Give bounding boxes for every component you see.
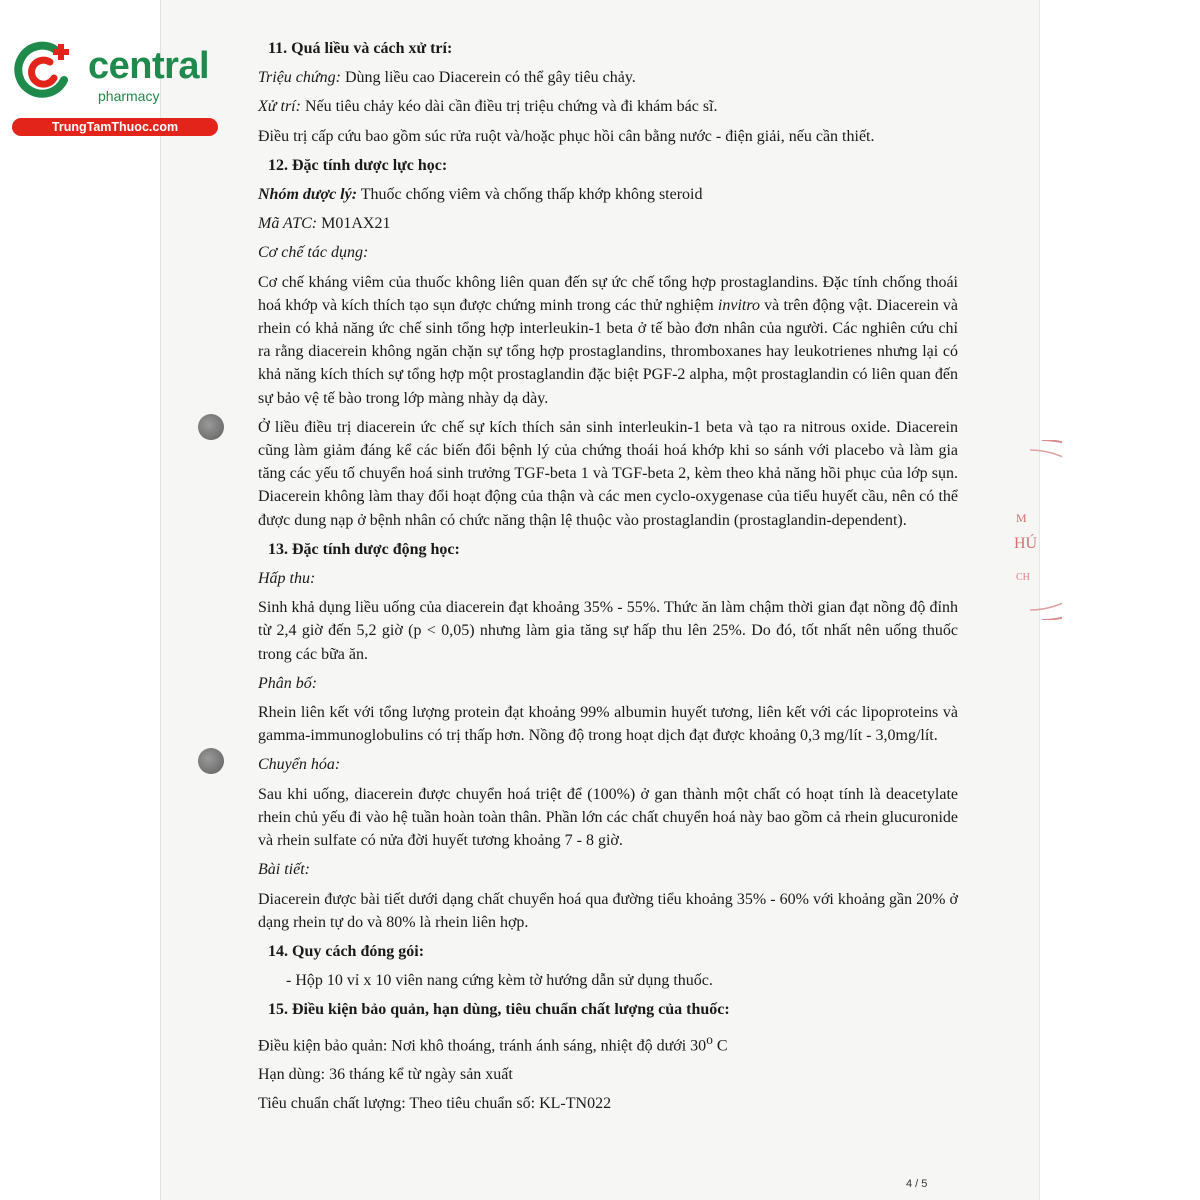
distribution-text: Rhein liên kết với tổng lượng protein đạt khoảng 99% albumin huyết tương, liên kết với các lipoproteins và gamma-immunoglobulins có trị thấp hơn. Nồng độ trong hoạt dịch đạt được khoảng 0,3 mg/lít - 3,0mg/lít. <box>258 704 958 745</box>
section-12-heading: 12. Đặc tính dược lực học: <box>268 156 448 174</box>
metabolism-label: Chuyển hóa: <box>258 756 341 774</box>
atc-code: M01AX21 <box>317 215 391 233</box>
emergency-text: Điều trị cấp cứu bao gồm súc rửa ruột và/hoặc phục hồi cân bằng nước - điện giải, nếu cần thiết. <box>258 127 875 145</box>
logo-sub-name: pharmacy <box>98 88 160 104</box>
section-14-heading: 14. Quy cách đóng gói: <box>268 942 425 960</box>
packaging-item: - Hộp 10 vỉ x 10 viên nang cứng kèm tờ hướng dẫn sử dụng thuốc. <box>286 972 713 990</box>
svg-text:CH: CH <box>1016 572 1030 583</box>
excretion-label: Bài tiết: <box>258 861 310 879</box>
atc-label: Mã ATC: <box>258 215 318 233</box>
punch-hole <box>198 414 224 440</box>
absorption-label: Hấp thu: <box>258 570 316 588</box>
treatment-label: Xử trí: <box>258 98 301 116</box>
treatment-text: Nếu tiêu chảy kéo dài cần điều trị triệu chứng và đi khám bác sĩ. <box>300 98 718 116</box>
central-pharmacy-logo <box>10 36 220 136</box>
mechanism-label: Cơ chế tác dụng: <box>258 244 369 262</box>
red-stamp-fragment <box>1012 440 1062 620</box>
absorption-text: Sinh khả dụng liều uống của diacerein đạt khoảng 35% - 55%. Thức ăn làm chậm thời gian đạt nồng độ đỉnh từ 2,4 giờ đến 5,2 giờ (p < 0,05) nhưng làm gia tăng sự hấp thu lên 25%. Do đó, tốt nhất nên uống thuốc trong các bữa ăn. <box>258 599 958 663</box>
svg-text:M: M <box>1016 511 1027 525</box>
logo-brand-name: central <box>88 45 210 87</box>
svg-text:HÚ: HÚ <box>1014 535 1038 552</box>
mechanism-paragraph-1: Cơ chế kháng viêm của thuốc không liên quan đến sự ức chế tổng hợp prostaglandins. Đặc tính chống thoái hoá khớp và kích thích tạo sụn được chứng minh trong các thử nghiệm invitro và trên động vật. Diacerein và rhein có khả năng ức chế sinh tổng hợp interleukin-1 beta ở tế bào đơn nhân của người. Các nghiên cứu chỉ ra rằng diacerein không ngăn chặn sự tổng hợp prostaglandins, thromboxanes hay leukotrienes nhưng lại có khả năng kích thích sự tổng hợp một prostaglandin đặc biệt PGF-2 alpha, một prostaglandin có liên quan đến sự bảo vệ tế bào trong lớp màng nhày dạ dày. <box>258 273 959 407</box>
section-15-heading: 15. Điều kiện bảo quản, hạn dùng, tiêu chuẩn chất lượng của thuốc: <box>268 1001 730 1019</box>
drug-group-text: Thuốc chống viêm và chống thấp khớp không steroid <box>357 186 703 204</box>
pharmacy-logo-icon <box>12 40 72 100</box>
storage-text: Điều kiện bảo quản: Nơi khô thoáng, tránh ánh sáng, nhiệt độ dưới 30$^o$ C <box>258 1031 728 1054</box>
page-number: 4 / 5 <box>906 1178 928 1190</box>
metabolism-text: Sau khi uống, diacerein được chuyển hoá triệt để (100%) ở gan thành một chất có hoạt tính là deacetylate rhein chủ yếu đi vào hệ tuần hoàn toàn thân. Phần lớn các chất chuyển hoá này bao gồm cả rhein glucuronide và rhein sulfate có nửa đời huyết tương khoảng 7 - 8 giờ. <box>258 785 958 850</box>
symptom-label: Triệu chứng: <box>258 69 341 87</box>
document-content <box>258 34 958 1115</box>
quality-standard-text: Tiêu chuẩn chất lượng: Theo tiêu chuẩn số: KL-TN022 <box>258 1095 612 1113</box>
logo-url-badge: TrungTamThuoc.com <box>12 118 218 136</box>
section-13-heading: 13. Đặc tính dược động học: <box>268 540 460 558</box>
punch-hole <box>198 748 224 774</box>
excretion-text: Diacerein được bài tiết dưới dạng chất chuyển hoá qua đường tiểu khoảng 35% - 60% với khoảng gần 20% ở dạng rhein tự do và 80% là rhein liên hợp. <box>258 890 958 931</box>
symptom-text: Dùng liều cao Diacerein có thể gây tiêu chảy. <box>340 69 636 87</box>
drug-group-label: Nhóm dược lý: <box>258 186 358 204</box>
shelf-life-text: Hạn dùng: 36 tháng kể từ ngày sản xuất <box>258 1066 513 1084</box>
section-11-heading: 11. Quá liều và cách xử trí: <box>268 40 453 57</box>
distribution-label: Phân bố: <box>258 674 318 692</box>
mechanism-paragraph-2: Ở liều điều trị diacerein ức chế sự kích thích sản sinh interleukin-1 beta và tạo ra nitrous oxide. Diacerein cũng làm giảm đáng kể các biến đổi bệnh lý của chứng thoái hoá khớp khi so sánh với placebo và làm gia tăng các yếu tố chuyển hoá sinh trưởng TGF-beta 1 và TGF-beta 2, kèm theo khả năng hồi phục của lớp sụn. Diacerein không làm thay đổi hoạt động của thận và các men cyclo-oxygenase của tiểu huyết cầu, nên có thể được dung nạp ở bệnh nhân có chức năng thận lệ thuộc vào prostaglandin (prostaglandin-dependent). <box>258 418 958 529</box>
